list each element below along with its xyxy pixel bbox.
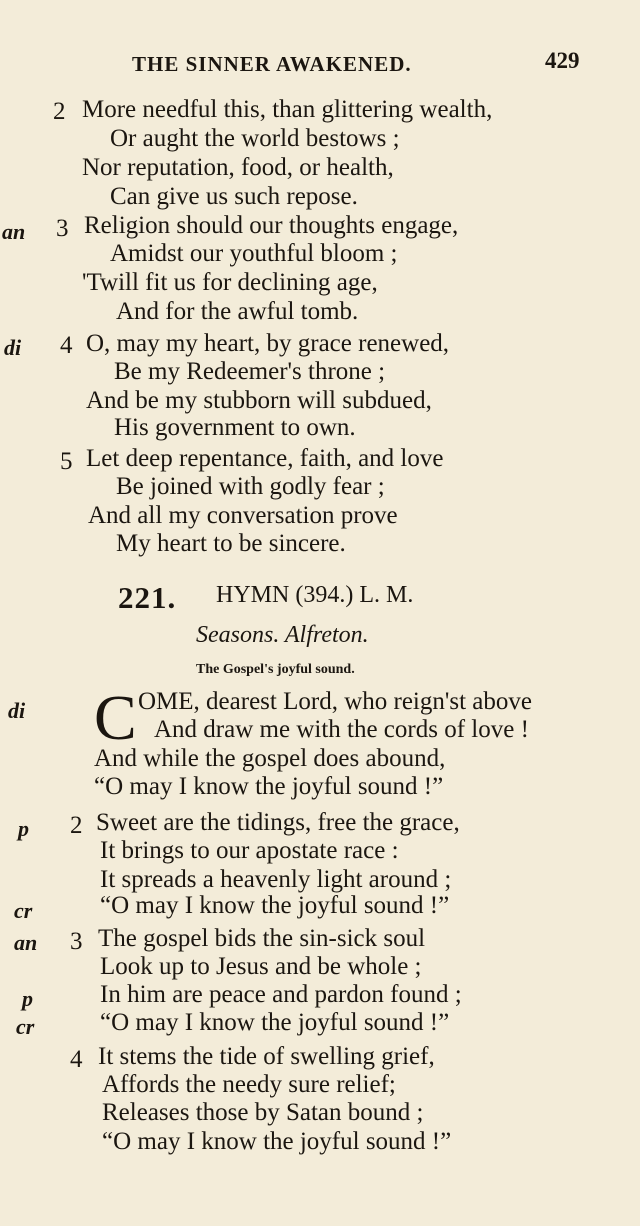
stanza-number: 3: [70, 928, 83, 955]
drop-cap: C: [94, 682, 137, 753]
dynamic-mark: an: [2, 219, 26, 244]
running-header: THE SINNER AWAKENED.: [132, 52, 412, 76]
verse-line: It stems the tide of swelling grief,: [98, 1043, 435, 1070]
verse-line: Religion should our thoughts engage,: [84, 212, 459, 239]
verse-line: Be joined with godly fear ;: [116, 473, 385, 500]
verse-line: 'Twill fit us for declining age,: [82, 269, 378, 296]
verse-line: OME, dearest Lord, who reign'st above: [138, 688, 532, 715]
verse-line: The gospel bids the sin-sick soul: [98, 925, 426, 952]
verse-line: O, may my heart, by grace renewed,: [86, 330, 450, 357]
verse-line: Amidst our youthful bloom ;: [110, 240, 398, 267]
verse-line: “O may I know the joyful sound !”: [100, 892, 450, 919]
verse-line: His government to own.: [114, 414, 356, 441]
verse-line: Look up to Jesus and be whole ;: [100, 953, 422, 980]
verse-line: In him are peace and pardon found ;: [100, 981, 462, 1008]
stanza-number: 2: [53, 98, 66, 125]
verse-line: And be my stubborn will subdued,: [86, 387, 432, 414]
verse-line: “O may I know the joyful sound !”: [94, 773, 444, 800]
verse-line: Nor reputation, food, or health,: [82, 154, 394, 181]
stanza-number: 3: [56, 215, 69, 242]
verse-line: Or aught the world bestows ;: [110, 125, 400, 152]
verse-line: My heart to be sincere.: [116, 530, 346, 557]
dynamic-mark: p: [22, 986, 33, 1011]
verse-line: Affords the needy sure relief;: [102, 1071, 396, 1098]
verse-line: Be my Redeemer's throne ;: [114, 358, 386, 385]
verse-line: Sweet are the tidings, free the grace,: [96, 809, 460, 836]
verse-line: Releases those by Satan bound ;: [102, 1099, 424, 1126]
dynamic-mark: an: [14, 930, 38, 955]
verse-line: Let deep repentance, faith, and love: [86, 445, 444, 472]
verse-line: More needful this, than glittering wealth,: [82, 96, 493, 123]
hymn-subtitle: The Gospel's joyful sound.: [196, 662, 355, 677]
verse-line: And while the gospel does abound,: [94, 745, 446, 772]
verse-line: And draw me with the cords of love !: [154, 716, 529, 743]
stanza-number: 4: [70, 1046, 83, 1073]
verse-line: It brings to our apostate race :: [100, 837, 399, 864]
verse-line: And for the awful tomb.: [116, 298, 359, 325]
stanza-number: 5: [60, 448, 73, 475]
verse-line: “O may I know the joyful sound !”: [100, 1009, 450, 1036]
dynamic-mark: di: [4, 335, 22, 360]
verse-line: “O may I know the joyful sound !”: [102, 1128, 452, 1155]
page-number: 429: [545, 48, 580, 73]
verse-line: And all my conversation prove: [88, 502, 398, 529]
tune-names: Seasons. Alfreton.: [196, 622, 369, 648]
hymn-number: 221.: [118, 580, 177, 615]
hymn-heading: HYMN (394.) L. M.: [216, 582, 414, 608]
stanza-number: 4: [60, 332, 73, 359]
verse-line: Can give us such repose.: [110, 183, 358, 210]
dynamic-mark: cr: [14, 898, 33, 923]
stanza-number: 2: [70, 812, 83, 839]
dynamic-mark: cr: [16, 1014, 35, 1039]
dynamic-mark: p: [18, 816, 29, 841]
verse-line: It spreads a heavenly light around ;: [100, 866, 452, 893]
dynamic-mark: di: [8, 698, 26, 723]
